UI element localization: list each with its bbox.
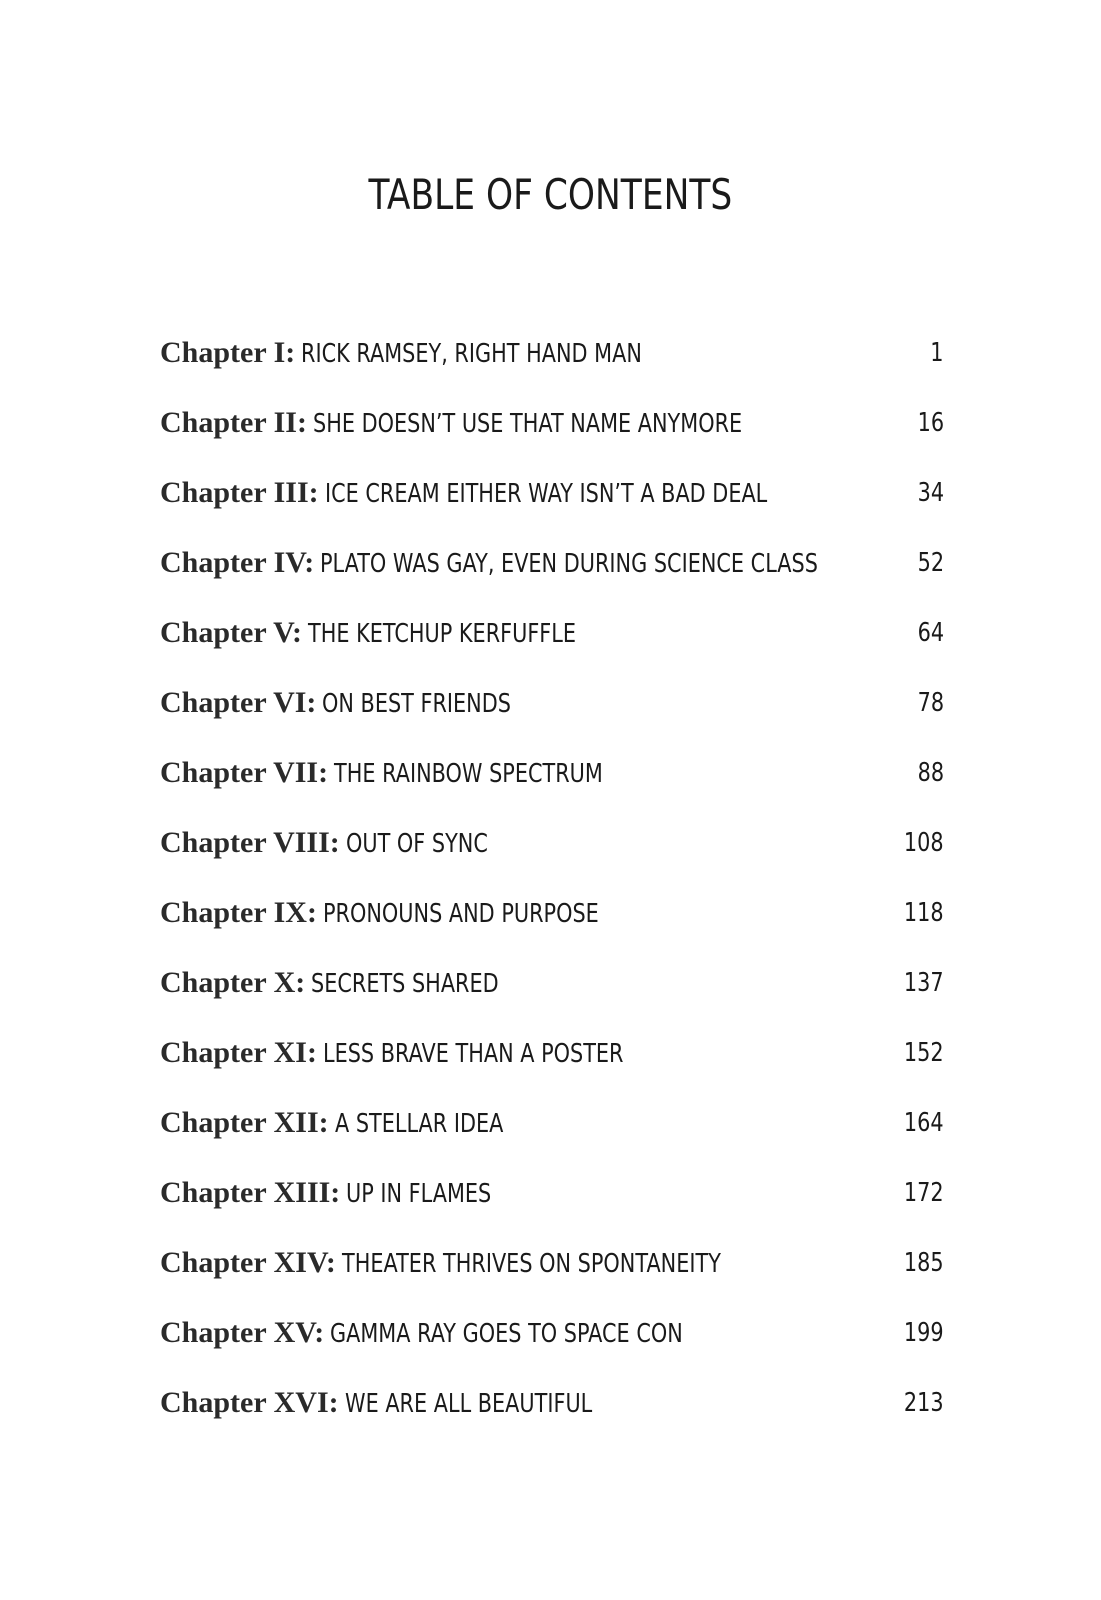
chapter-title: A STELLAR IDEA (334, 1109, 503, 1139)
chapter-title: SHE DOESN’T USE THAT NAME ANYMORE (312, 409, 743, 439)
page-title: TABLE OF CONTENTS (368, 170, 733, 219)
chapter-label: Chapter XVI: (160, 1386, 339, 1419)
chapter-label: Chapter VI: (160, 686, 317, 719)
chapter-label: Chapter X: (160, 966, 306, 999)
toc-entry[interactable] (160, 1018, 944, 1088)
chapter-label: Chapter XI: (160, 1036, 317, 1069)
page-number: 108 (904, 828, 944, 858)
toc-entry[interactable] (160, 598, 944, 668)
toc-entry[interactable] (160, 948, 944, 1018)
page-number: 16 (917, 408, 944, 438)
toc-entry[interactable] (160, 738, 944, 808)
chapter-label: Chapter VII: (160, 756, 329, 789)
toc-entry[interactable] (160, 458, 944, 528)
chapter-title: GAMMA RAY GOES TO SPACE CON (330, 1319, 683, 1349)
page-number: 118 (904, 898, 944, 928)
chapter-title: UP IN FLAMES (346, 1179, 492, 1209)
toc-entry[interactable] (160, 318, 944, 388)
chapter-title: THEATER THRIVES ON SPONTANEITY (341, 1249, 721, 1279)
page-number: 213 (904, 1388, 944, 1418)
chapter-title: PLATO WAS GAY, EVEN DURING SCIENCE CLASS (320, 549, 819, 579)
toc-entry[interactable] (160, 878, 944, 948)
chapter-title: THE KETCHUP KERFUFFLE (307, 619, 576, 649)
page-number: 88 (917, 758, 944, 788)
chapter-label: Chapter XIV: (160, 1246, 336, 1279)
page-number: 152 (904, 1038, 944, 1068)
chapter-label: Chapter II: (160, 406, 307, 439)
chapter-label: Chapter XII: (160, 1106, 329, 1139)
chapter-title: OUT OF SYNC (345, 829, 488, 859)
chapter-label: Chapter IV: (160, 546, 315, 579)
toc-entry[interactable] (160, 808, 944, 878)
page-number: 34 (917, 478, 944, 508)
page-number: 52 (917, 548, 944, 578)
chapter-title: SECRETS SHARED (311, 969, 499, 999)
toc-entry[interactable] (160, 1298, 944, 1368)
toc-entry[interactable] (160, 1158, 944, 1228)
chapter-title: RICK RAMSEY, RIGHT HAND MAN (301, 339, 643, 369)
page-number: 172 (904, 1178, 944, 1208)
chapter-label: Chapter IX: (160, 896, 317, 929)
chapter-label: Chapter XIII: (160, 1176, 341, 1209)
chapter-title: PRONOUNS AND PURPOSE (322, 899, 599, 929)
chapter-title: THE RAINBOW SPECTRUM (334, 759, 603, 789)
page-number: 78 (917, 688, 944, 718)
toc-entry[interactable] (160, 1228, 944, 1298)
toc-entry[interactable] (160, 528, 944, 598)
chapter-label: Chapter VIII: (160, 826, 340, 859)
page-number: 185 (904, 1248, 944, 1278)
chapter-label: Chapter I: (160, 336, 296, 369)
page-number: 137 (904, 968, 944, 998)
toc-entry[interactable] (160, 1088, 944, 1158)
page-number: 1 (930, 338, 944, 368)
page-number: 164 (904, 1108, 944, 1138)
page-number: 199 (904, 1318, 944, 1348)
toc-entry[interactable] (160, 388, 944, 458)
chapter-label: Chapter XV: (160, 1316, 325, 1349)
toc-entry[interactable] (160, 1368, 944, 1438)
toc-entry[interactable] (160, 668, 944, 738)
chapter-title: ICE CREAM EITHER WAY ISN’T A BAD DEAL (324, 479, 767, 509)
page-number: 64 (917, 618, 944, 648)
chapter-label: Chapter III: (160, 476, 319, 509)
toc-list (160, 318, 944, 1438)
chapter-label: Chapter V: (160, 616, 302, 649)
chapter-title: WE ARE ALL BEAUTIFUL (344, 1389, 592, 1419)
chapter-title: ON BEST FRIENDS (322, 689, 512, 719)
chapter-title: LESS BRAVE THAN A POSTER (322, 1039, 624, 1069)
